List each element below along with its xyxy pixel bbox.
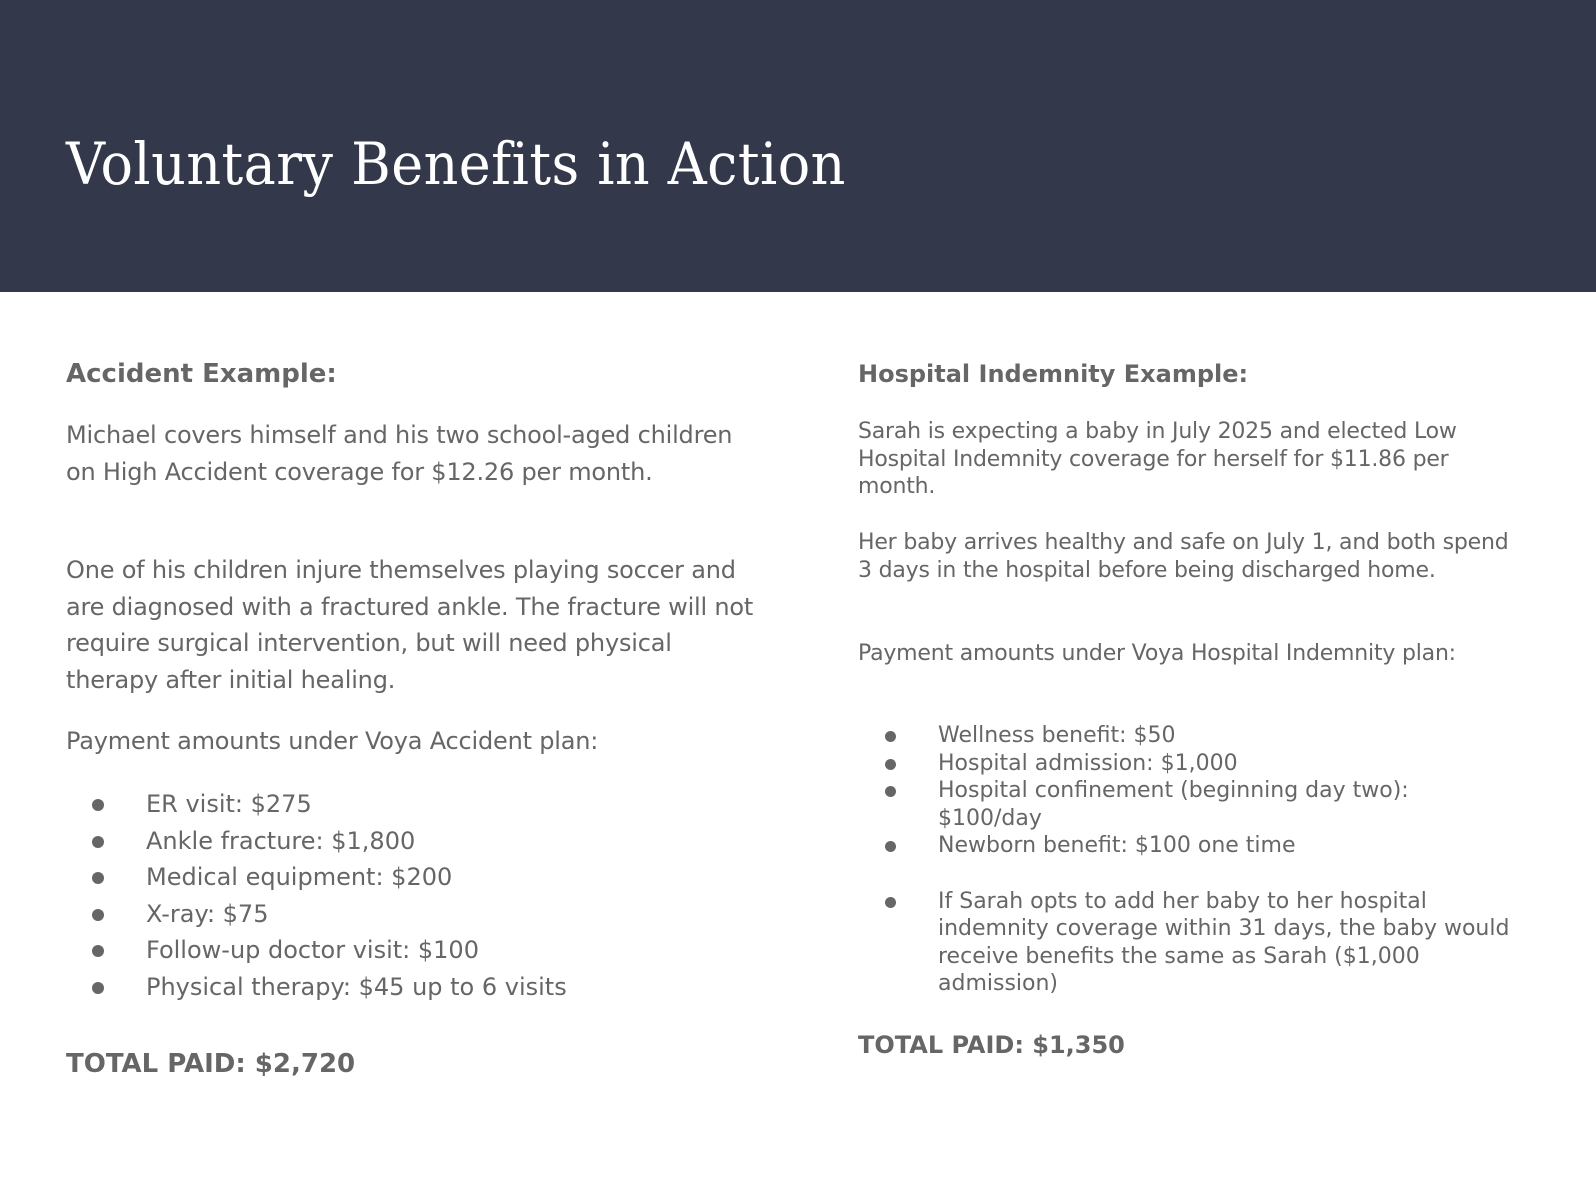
list-item-text: Follow-up doctor visit: $100	[146, 936, 479, 964]
accident-payment-intro: Payment amounts under Voya Accident plan:	[66, 727, 599, 755]
bullet-icon	[885, 731, 896, 742]
page-title: Voluntary Benefits in Action	[66, 130, 846, 198]
hospital-payment-list	[858, 722, 1518, 998]
list-item	[66, 859, 756, 896]
list-item	[858, 888, 1518, 998]
title-banner	[0, 0, 1596, 292]
list-item	[66, 969, 756, 1006]
hospital-scenario-paragraph: Her baby arrives healthy and safe on July 1, and both spend 3 days in the hospital before being discharged home.	[858, 530, 1509, 583]
list-item	[858, 722, 1518, 750]
list-item-text: Wellness benefit: $50	[938, 723, 1176, 748]
list-item-text: Hospital confinement (beginning day two): $100/day	[938, 778, 1409, 831]
bullet-icon	[885, 786, 896, 797]
bullet-icon	[92, 945, 104, 957]
bullet-icon	[92, 872, 104, 884]
list-item	[66, 932, 756, 969]
accident-scenario-paragraph: One of his children injure themselves playing soccer and are diagnosed with a fractured ankle. The fracture will not require surgical intervention, but will need physical therapy after initial healing.	[66, 556, 754, 694]
list-item-text: Newborn benefit: $100 one time	[938, 833, 1296, 858]
hospital-coverage-paragraph: Sarah is expecting a baby in July 2025 and elected Low Hospital Indemnity coverage for herself for $11.86 per month.	[858, 419, 1457, 499]
hospital-heading: Hospital Indemnity Example:	[858, 360, 1249, 388]
list-item-text: ER visit: $275	[146, 790, 312, 818]
bullet-icon	[92, 982, 104, 994]
bullet-icon	[92, 799, 104, 811]
bullet-icon	[885, 759, 896, 770]
hospital-total-paid: TOTAL PAID: $1,350	[858, 1031, 1125, 1059]
list-item	[66, 786, 756, 823]
list-item	[66, 896, 756, 933]
list-item-text: If Sarah opts to add her baby to her hospital indemnity coverage within 31 days, the baby would receive benefits the same as Sarah ($1,000 admission)	[938, 888, 1510, 996]
list-item	[66, 823, 756, 860]
accident-payment-list	[66, 786, 756, 1005]
hospital-payment-intro: Payment amounts under Voya Hospital Indemnity plan:	[858, 641, 1456, 666]
accident-coverage-paragraph: Michael covers himself and his two school-aged children on High Accident coverage for $12.26 per month.	[66, 421, 733, 486]
bullet-icon	[885, 897, 896, 908]
bullet-icon	[92, 909, 104, 921]
list-item-text: X-ray: $75	[146, 899, 269, 928]
list-item	[858, 832, 1518, 860]
accident-total-paid: TOTAL PAID: $2,720	[66, 1049, 356, 1079]
list-item-text: Medical equipment: $200	[146, 863, 453, 891]
list-item-text: Physical therapy: $45 up to 6 visits	[146, 972, 567, 1001]
bullet-icon	[92, 836, 104, 848]
list-item	[858, 750, 1518, 778]
bullet-icon	[885, 841, 896, 852]
list-item	[858, 777, 1518, 832]
accident-heading: Accident Example:	[66, 359, 337, 389]
list-item-text: Hospital admission: $1,000	[938, 750, 1238, 776]
list-item-text: Ankle fracture: $1,800	[146, 826, 416, 855]
